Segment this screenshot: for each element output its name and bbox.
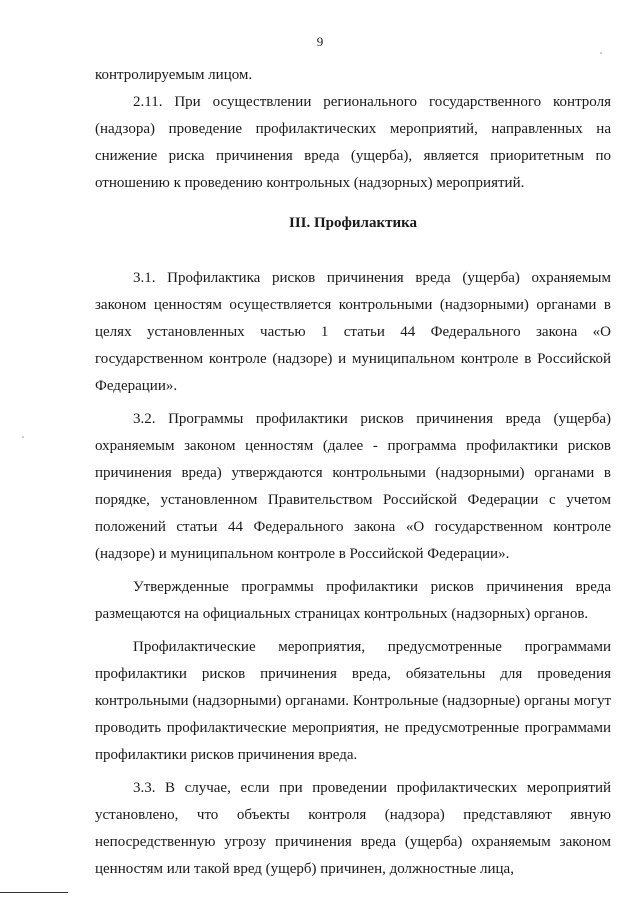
- footer-rule: [0, 892, 68, 893]
- scan-artifact: [22, 436, 24, 438]
- document-body: [95, 62, 611, 883]
- paragraph-3-3: 3.3. В случае, если при проведении профилактических мероприятий установлено, что объекты контроля (надзора) представляют явную непосредственную угрозу причинения вреда (ущерба) охраняемым законом ценностям или такой вред (ущерб) причинен, должностные лица,: [95, 780, 611, 877]
- section-heading: III. Профилактика: [288, 215, 418, 231]
- paragraph-3-2: 3.2. Программы профилактики рисков причинения вреда (ущерба) охраняемым законом ценностям (далее - программа профилактики рисков причинения вреда) утверждаются контрольными (надзорными) органами в порядке, установленном Правительством Российской Федерации с учетом положений статьи 44 Федерального закона «О государственном контроле (надзоре) и муниципальном контроле в Российской Федерации».: [95, 411, 611, 562]
- paragraph-2-11: 2.11. При осуществлении регионального государственного контроля (надзора) проведение профилактических мероприятий, направленных на снижение риска причинения вреда (ущерба), является приоритетным по отношению к проведению контрольных (надзорных) мероприятий.: [95, 94, 611, 191]
- page-number: 9: [316, 34, 324, 49]
- paragraph-preventive-measures: Профилактические мероприятия, предусмотренные программами профилактики рисков причинения вреда, обязательны для проведения контрольными (надзорными) органами. Контрольные (надзорные) органы могут проводить профилактические мероприятия, не предусмотренные программами профилактики рисков причинения вреда.: [95, 639, 611, 763]
- paragraph-programs-published: Утвержденные программы профилактики рисков причинения вреда размещаются на официальных страницах контрольных (надзорных) органов.: [95, 579, 611, 622]
- scan-artifact: [600, 52, 602, 54]
- paragraph-continuation: контролируемым лицом.: [95, 67, 253, 83]
- paragraph-3-1: 3.1. Профилактика рисков причинения вреда (ущерба) охраняемым законом ценностям осуществляется контрольными (надзорными) органами в целях установленных частью 1 статьи 44 Федерального закона «О государственном контроле (надзоре) и муниципальном контроле в Российской Федерации».: [95, 270, 611, 394]
